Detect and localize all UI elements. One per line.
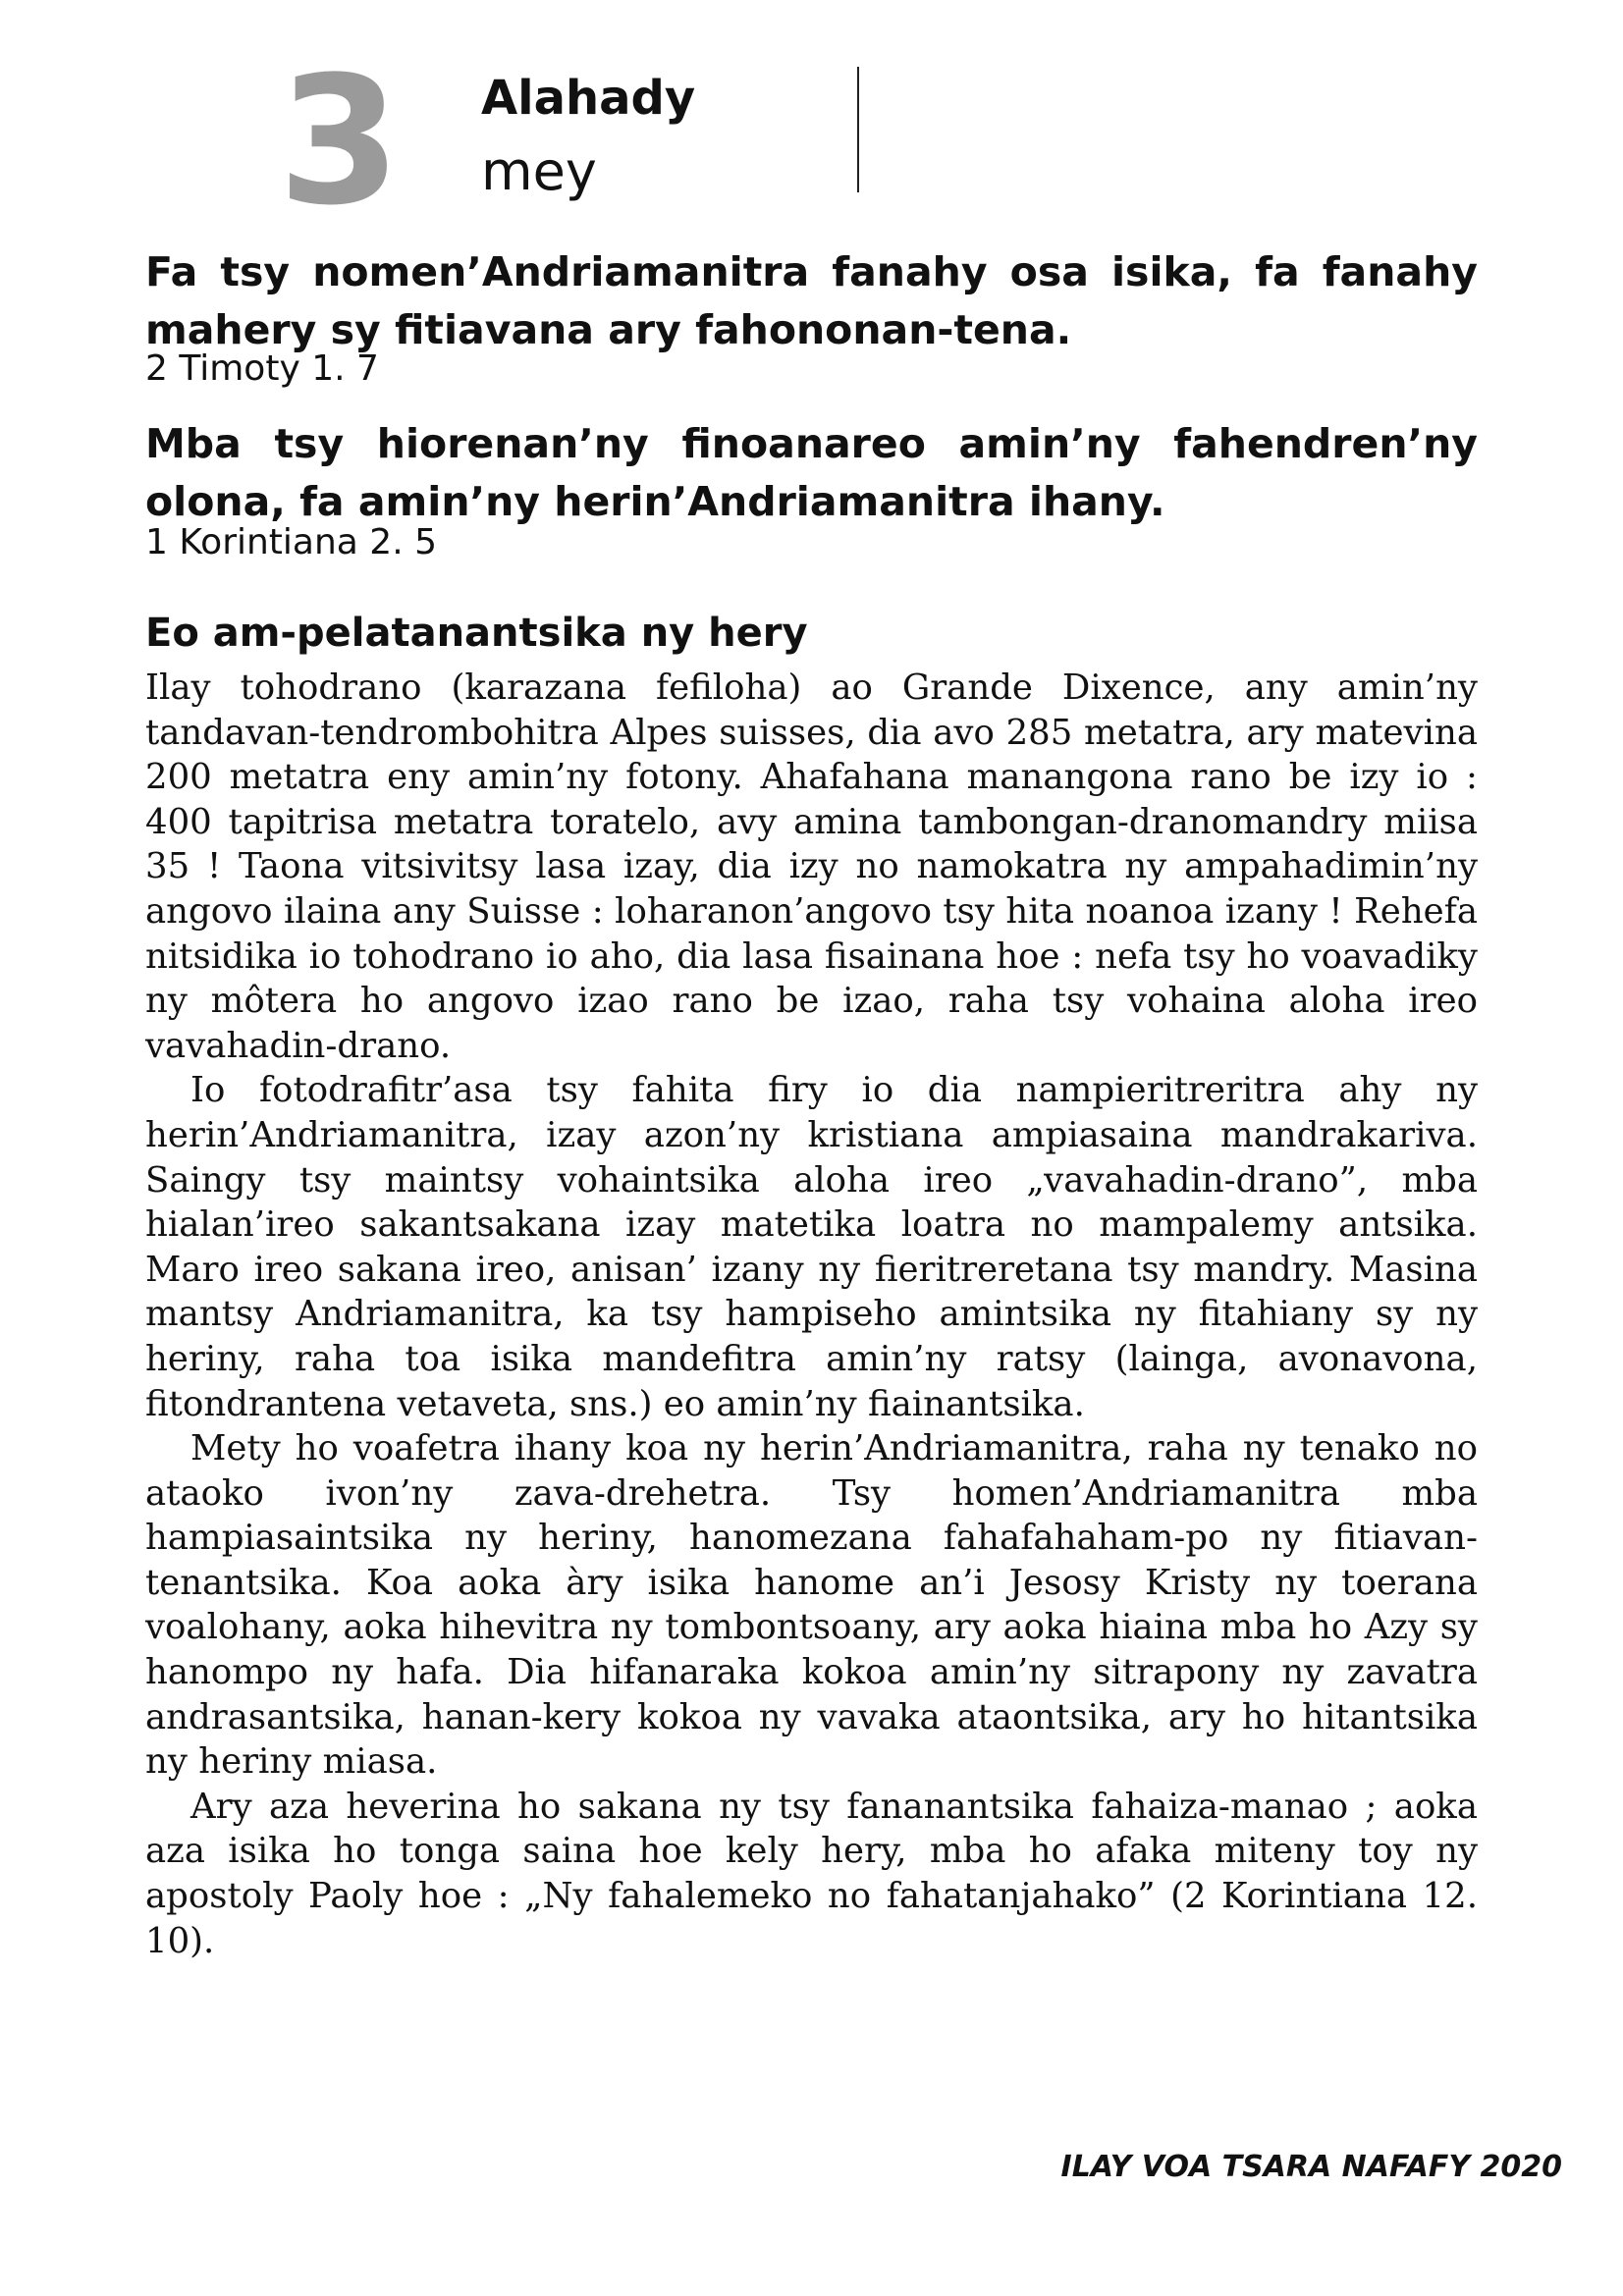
verse-2-text: Mba tsy hiorenan’ny finoanareo amin’ny fahendren’ny olona, fa amin’ny herin’Andriamanitra ihany.	[145, 420, 1478, 525]
day-number: 3	[278, 39, 402, 244]
verse-2-reference: 1 Korintiana 2. 5	[145, 522, 437, 562]
weekday-label: Alahady	[481, 71, 696, 126]
header-divider	[857, 67, 859, 192]
article-body	[145, 666, 1478, 1963]
footer-publication-title: ILAY VOA TSARA NAFAFY 2020	[1060, 2150, 1562, 2184]
month-label: mey	[481, 140, 597, 202]
verse-1-text: Fa tsy nomen’Andriamanitra fanahy osa isika, fa fanahy mahery sy fitiavana ary fahononan-tena.	[145, 248, 1478, 353]
paragraph-3: Mety ho voafetra ihany koa ny herin’Andriamanitra, raha ny tenako no ataoko ivon’ny zava-drehetra. Tsy homen’Andriamanitra mba hampiasaintsika ny heriny, hanomezana fahafahaham-po ny fitiavan-tenantsika. Koa aoka àry isika hanome an’i Jesosy Kristy ny toerana voalohany, aoka hihevitra ny tombontsoany, ary aoka hiaina mba ho Azy sy hanompo ny hafa. Dia hifanaraka kokoa amin’ny sitrapony ny zavatra andrasantsika, hanan-kery kokoa ny vavaka ataontsika, ary ho hitantsika ny heriny miasa.	[145, 1428, 1478, 1783]
paragraph-1: Ilay tohodrano (karazana fefiloha) ao Grande Dixence, any amin’ny tandavan-tendrombohitra Alpes suisses, dia avo 285 metatra, ary matevina 200 metatra eny amin’ny fotony. Ahafahana manangona rano be izy io : 400 tapitrisa metatra toratelo, avy amina tambongan-dranomandry miisa 35 ! Taona vitsivitsy lasa izay, dia izy no namokatra ny ampahadimin’ny angovo ilaina any Suisse : loharanon’angovo tsy hita noanoa izany ! Rehefa nitsidika io tohodrano io aho, dia lasa fisainana hoe : nefa tsy ho voavadiky ny môtera ho angovo izao rano be izao, raha tsy vohaina aloha ireo vavahadin-drano.	[145, 667, 1478, 1066]
section-title: Eo am-pelatanantsika ny hery	[145, 611, 808, 656]
paragraph-2: Io fotodrafitr’asa tsy fahita firy io dia nampieritreritra ahy ny herin’Andriamanitra, izay azon’ny kristiana ampiasaina mandrakariva. Saingy tsy maintsy vohaintsika aloha ireo „vavahadin-drano”, mba hialan’ireo sakantsakana izay matetika loatra no mampalemy antsika. Maro ireo sakana ireo, anisan’ izany ny fieritreretana tsy mandry. Masina mantsy Andriamanitra, ka tsy hampiseho amintsika ny fitahiany sy ny heriny, raha toa isika mandefitra amin’ny ratsy (lainga, avonavona, fitondrantena vetaveta, sns.) eo amin’ny fiainantsika.	[145, 1070, 1478, 1424]
paragraph-4: Ary aza heverina ho sakana ny tsy fananantsika fahaiza-manao ; aoka aza isika ho tonga saina hoe kely hery, mba ho afaka miteny toy ny apostoly Paoly hoe : „Ny fahalemeko no fahatanjahako” (2 Korintiana 12. 10).	[145, 1786, 1478, 1961]
verse-1-reference: 2 Timoty 1. 7	[145, 348, 379, 389]
